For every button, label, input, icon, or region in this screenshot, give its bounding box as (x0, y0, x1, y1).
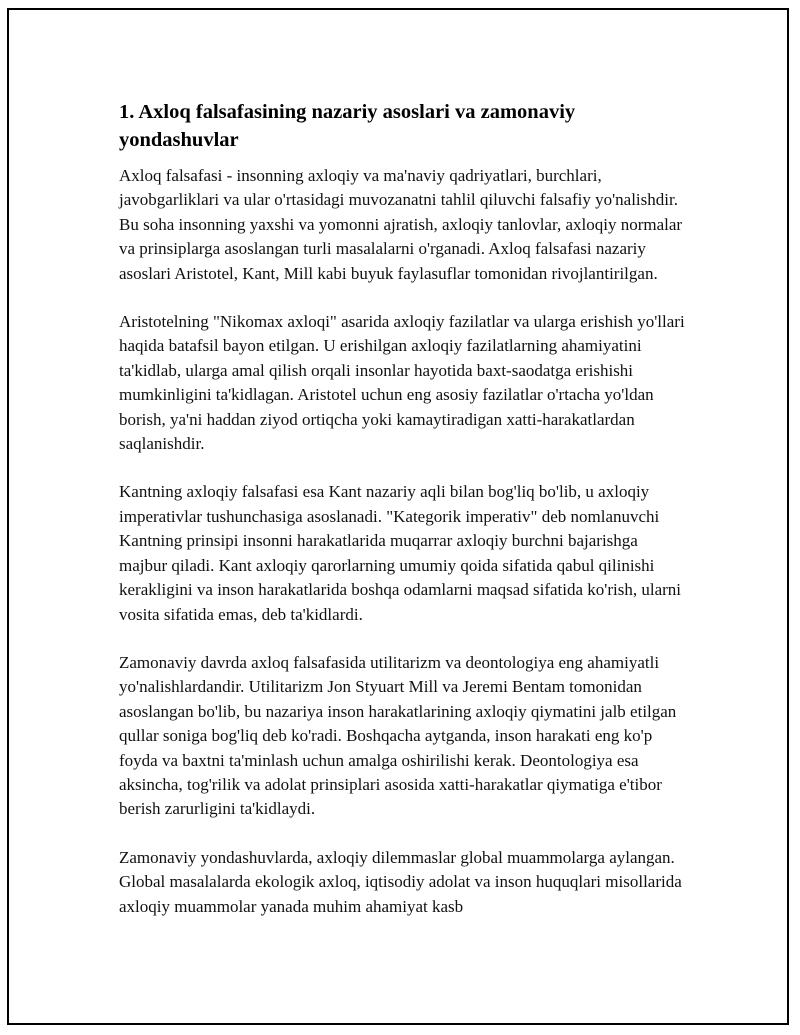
paragraph-intro: Axloq falsafasi - insonning axloqiy va ma'naviy qadriyatlari, burchlari, javobgarliklari va ular o'rtasidagi muvozanatni tahlil qiluvchi falsafiy yo'nalishdir. Bu soha insonning yaxshi va yomonni ajratish, axloqiy tanlovlar, axloqiy normalar va prinsiplarga asoslangan turli masalalarni o'rganadi. Axloq falsafasi nazariy asoslari Aristotel, Kant, Mill kabi buyuk faylasuflar tomonidan rivojlantirilgan. (119, 166, 683, 283)
paragraph-kant: Kantning axloqiy falsafasi esa Kant nazariy aqli bilan bog'liq bo'lib, u axloqiy imperativlar tushunchasiga asoslanadi. "Kategorik imperativ" deb nomlanuvchi Kantning prinsipi insonni harakatlarida muqarrar axloqiy burchni bajarishga majbur qiladi. Kant axloqiy qarorlarning umumiy qoida sifatida qabul qilinishi kerakligini va inson harakatlarida boshqa odamlarni maqsad sifatida ko'rish, ularni vosita sifatida emas, deb ta'kidlardi. (119, 482, 682, 624)
section-heading: 1. Axloq falsafasining nazariy asoslari va zamonaviy yondashuvlar (119, 101, 576, 151)
page-frame (7, 8, 789, 1025)
paragraph-modern-approaches: Zamonaviy yondashuvlarda, axloqiy dilemmaslar global muammolarga aylangan. Global masalalarda ekologik axloq, iqtisodiy adolat va inson huquqlari misollarida axloqiy muammolar yanada muhim ahamiyat kasb (119, 847, 682, 916)
document-body (119, 98, 689, 943)
paragraph-aristotle: Aristotelning "Nikomax axloqi" asarida axloqiy fazilatlar va ularga erishish yo'llari haqida batafsil bayon etilgan. U erishilgan axloqiy fazilatlarning ahamiyatini ta'kidlab, ularga amal qilish orqali insonlar hayotida baxt-saodatga erishishi mumkinligini ta'kidlagan. Aristotel uchun eng asosiy fazilatlar o'rtacha yo'ldan borish, ya'ni haddan ziyod ortiqcha yoki kamaytiradigan xatti-harakatlardan saqlanishdir. (119, 312, 685, 454)
paragraph-modern-ethics: Zamonaviy davrda axloq falsafasida utilitarizm va deontologiya eng ahamiyatli yo'nalishlardandir. Utilitarizm Jon Styuart Mill va Jeremi Bentam tomonidan asoslangan bo'lib, bu nazariya inson harakatlarining axloqiy qiymatini jalb etilgan qullar soniga bog'liq deb ko'radi. Boshqacha aytganda, inson harakati eng ko'p foyda va baxtni ta'minlash uchun amalga oshirilishi kerak. Deontologiya esa aksincha, tog'rilik va adolat prinsiplari asosida xatti-harakatlar qiymatiga e'tibor berish zarurligini ta'kidlaydi. (119, 652, 677, 819)
